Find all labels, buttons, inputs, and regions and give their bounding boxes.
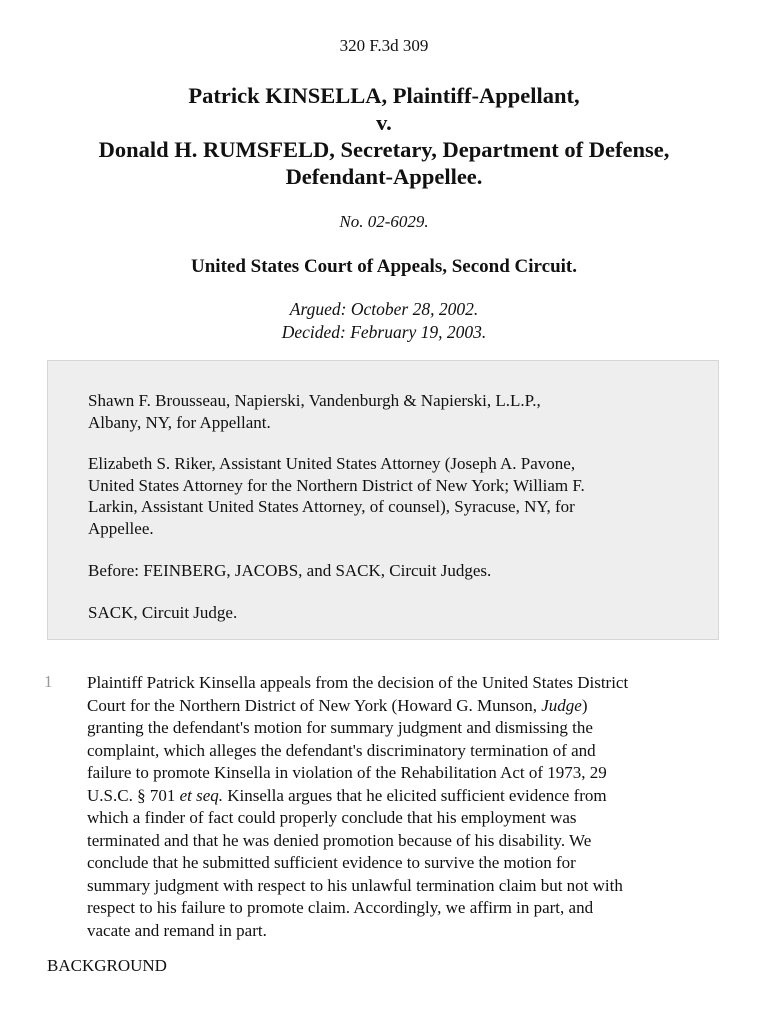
appellant-counsel — [88, 390, 688, 433]
text-segment: Kinsella argues that he elicited sufficient evidence from — [223, 785, 607, 805]
text-line: granting the defendant's motion for summary judgment and dismissing the — [87, 718, 593, 737]
counsel-panel — [47, 360, 719, 640]
appellee-counsel — [88, 453, 688, 539]
text-segment: U.S.C. § 701 — [87, 785, 180, 805]
section-heading-background: BACKGROUND — [47, 956, 167, 975]
et-seq-italic: et seq. — [179, 785, 224, 805]
case-citation: 320 F.3d 309 — [339, 36, 429, 55]
text-line: which a finder of fact could properly conclude that his employment was — [87, 808, 577, 827]
judge-italic: Judge — [541, 695, 582, 715]
opinion-paragraph — [87, 672, 727, 942]
caption-plaintiff: Patrick KINSELLA, Plaintiff-Appellant, — [188, 83, 580, 108]
text-line: vacate and remand in part. — [87, 920, 267, 940]
text-line: summary judgment with respect to his unlawful termination claim but not with — [87, 875, 623, 895]
caption-defendant-role: Defendant-Appellee. — [285, 164, 483, 189]
text-line: Elizabeth S. Riker, Assistant United States Attorney (Joseph A. Pavone, — [88, 454, 576, 473]
text-segment: Court for the Northern District of New York (Howard G. Munson, — [87, 695, 542, 715]
text-line — [87, 695, 727, 718]
text-line: respect to his failure to promote claim. Accordingly, we affirm in part, and — [87, 898, 594, 917]
text-line: Shawn F. Brousseau, Napierski, Vandenburgh & Napierski, L.L.P., — [88, 391, 541, 410]
argued-date: Argued: October 28, 2002. — [289, 299, 479, 319]
text-line: United States Attorney for the Northern District of New York; William F. — [88, 475, 585, 495]
caption-versus: v. — [376, 110, 392, 135]
court-name: United States Court of Appeals, Second Circuit. — [191, 256, 577, 277]
text-line: conclude that he submitted sufficient evidence to survive the motion for — [87, 853, 576, 872]
decided-date: Decided: February 19, 2003. — [281, 322, 487, 342]
opinion-author: SACK, Circuit Judge. — [88, 603, 238, 622]
text-line: Appellee. — [88, 518, 154, 538]
text-line: Larkin, Assistant United States Attorney, of counsel), Syracuse, NY, for — [88, 497, 575, 516]
text-segment: ) — [581, 695, 588, 715]
paragraph-number[interactable]: 1 — [44, 672, 53, 691]
text-line: terminated and that he was denied promotion because of his disability. We — [87, 830, 592, 850]
text-line — [87, 785, 727, 808]
case-caption — [30, 82, 738, 190]
caption-defendant: Donald H. RUMSFELD, Secretary, Department of Defense, — [98, 137, 670, 162]
judicial-panel: Before: FEINBERG, JACOBS, and SACK, Circuit Judges. — [88, 561, 492, 580]
text-line: failure to promote Kinsella in violation of the Rehabilitation Act of 1973, 29 — [87, 763, 607, 782]
text-line: complaint, which alleges the defendant's discriminatory termination of and — [87, 740, 596, 760]
text-line: Plaintiff Patrick Kinsella appeals from the decision of the United States District — [87, 673, 629, 692]
case-dates — [0, 298, 768, 344]
text-line: Albany, NY, for Appellant. — [88, 412, 271, 432]
docket-number: No. 02-6029. — [339, 212, 429, 231]
